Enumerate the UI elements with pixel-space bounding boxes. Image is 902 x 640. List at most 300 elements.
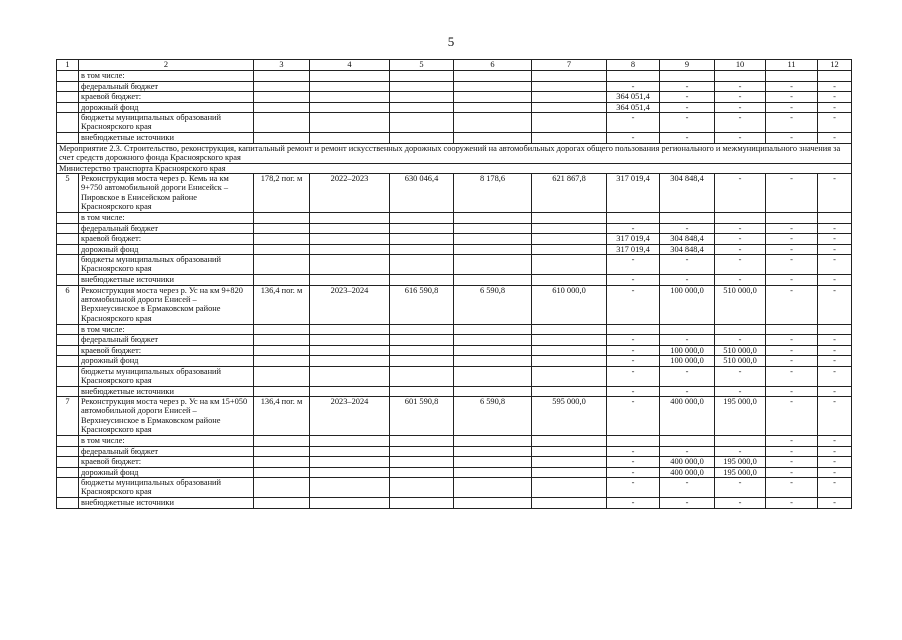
length-cell: [254, 113, 310, 133]
year-value-cell-11: -: [766, 255, 818, 275]
row-number-cell: [57, 345, 79, 356]
years-cell: [310, 478, 390, 498]
row-number-cell: [57, 498, 79, 509]
years-cell: [310, 457, 390, 468]
years-cell: [310, 324, 390, 335]
year-value-cell-10: -: [715, 498, 766, 509]
year-value-cell-8: [607, 436, 660, 447]
section-heading: Мероприятие 2.3. Строительство, реконструкция, капитальный ремонт и ремонт искусственных дорожных сооружений на автомобильных дорогах общего пользования регионального и межмуниципального значения за счет средств дорожного фонда Красноярского края: [57, 143, 852, 163]
year-value-cell-12: [818, 324, 852, 335]
length-cell: 178,2 пог. м: [254, 174, 310, 213]
years-cell: [310, 223, 390, 234]
year-value-cell-11: -: [766, 234, 818, 245]
spent-before-cell: [454, 275, 532, 286]
length-cell: 136,4 пог. м: [254, 285, 310, 324]
length-cell: [254, 81, 310, 92]
spent-before-cell: [454, 223, 532, 234]
section-heading-row: [57, 143, 852, 163]
year-value-cell-8: 317 019,4: [607, 174, 660, 213]
year-value-cell-9: -: [660, 223, 715, 234]
year-value-cell-10: 510 000,0: [715, 345, 766, 356]
year-value-cell-11: -: [766, 397, 818, 436]
spent-before-cell: [454, 255, 532, 275]
funding-source-row: [57, 244, 852, 255]
years-cell: 2023–2024: [310, 285, 390, 324]
years-cell: [310, 113, 390, 133]
funding-source-row: [57, 335, 852, 346]
total-cost-cell: [390, 71, 454, 82]
year-value-cell-9: -: [660, 275, 715, 286]
year-value-cell-12: -: [818, 366, 852, 386]
year-value-cell-9: 100 000,0: [660, 345, 715, 356]
col-header-3: 3: [254, 60, 310, 71]
total-cost-cell: [390, 436, 454, 447]
spent-before-cell: [454, 244, 532, 255]
year-value-cell-12: -: [818, 345, 852, 356]
spent-before-cell: [454, 113, 532, 133]
years-cell: [310, 133, 390, 144]
years-cell: [310, 386, 390, 397]
year-value-cell-10: 510 000,0: [715, 285, 766, 324]
row-number-cell: [57, 478, 79, 498]
year-value-cell-12: -: [818, 446, 852, 457]
length-cell: [254, 213, 310, 224]
year-value-cell-9: 100 000,0: [660, 356, 715, 367]
total-cost-cell: [390, 324, 454, 335]
row-number-cell: 5: [57, 174, 79, 213]
year-value-cell-8: -: [607, 386, 660, 397]
total-cost-cell: [390, 92, 454, 103]
funding-source-label: федеральный бюджет: [79, 223, 254, 234]
total-cost-cell: [390, 133, 454, 144]
year-value-cell-11: -: [766, 244, 818, 255]
length-cell: [254, 498, 310, 509]
year-value-cell-10: [715, 213, 766, 224]
years-cell: [310, 81, 390, 92]
funding-source-label: внебюджетные источники: [79, 386, 254, 397]
section-heading: Министерство транспорта Красноярского края: [57, 163, 852, 174]
year-value-cell-9: [660, 324, 715, 335]
year-value-cell-10: -: [715, 366, 766, 386]
year-value-cell-8: -: [607, 133, 660, 144]
total-cost-cell: [390, 386, 454, 397]
row-number-cell: 7: [57, 397, 79, 436]
col-header-2: 2: [79, 60, 254, 71]
year-value-cell-10: 195 000,0: [715, 397, 766, 436]
project-name-cell: Реконструкция моста через р. Кемь на км 9+750 автомобильной дороги Енисейск – Пировское в Енисейском районе Красноярского края: [79, 174, 254, 213]
year-value-cell-9: -: [660, 113, 715, 133]
total-cost-cell: [390, 467, 454, 478]
funding-source-label: внебюджетные источники: [79, 133, 254, 144]
col-header-4: 4: [310, 60, 390, 71]
funding-source-label: внебюджетные источники: [79, 498, 254, 509]
spent-before-cell: [454, 436, 532, 447]
year-value-cell-8: -: [607, 113, 660, 133]
year-value-cell-11: -: [766, 366, 818, 386]
year-value-cell-11: -: [766, 436, 818, 447]
year-value-cell-9: -: [660, 102, 715, 113]
funding-source-row: [57, 446, 852, 457]
year-value-cell-12: -: [818, 478, 852, 498]
year-value-cell-10: 510 000,0: [715, 356, 766, 367]
total-cost-cell: [390, 223, 454, 234]
length-cell: [254, 133, 310, 144]
row-number-cell: [57, 467, 79, 478]
year-value-cell-8: 364 051,4: [607, 92, 660, 103]
year-value-cell-12: -: [818, 436, 852, 447]
col-header-1: 1: [57, 60, 79, 71]
year-value-cell-10: -: [715, 478, 766, 498]
years-cell: [310, 275, 390, 286]
year-value-cell-10: [715, 436, 766, 447]
year-value-cell-12: -: [818, 397, 852, 436]
remaining-cost-cell: [532, 498, 607, 509]
total-cost-cell: [390, 335, 454, 346]
row-number-cell: [57, 335, 79, 346]
remaining-cost-cell: [532, 213, 607, 224]
year-value-cell-11: -: [766, 446, 818, 457]
remaining-cost-cell: 595 000,0: [532, 397, 607, 436]
funding-source-row: [57, 102, 852, 113]
year-value-cell-10: -: [715, 234, 766, 245]
length-cell: [254, 478, 310, 498]
year-value-cell-10: -: [715, 275, 766, 286]
total-cost-cell: [390, 478, 454, 498]
funding-source-label: в том числе:: [79, 324, 254, 335]
years-cell: [310, 436, 390, 447]
remaining-cost-cell: [532, 386, 607, 397]
funding-source-row: [57, 255, 852, 275]
years-cell: 2022–2023: [310, 174, 390, 213]
funding-source-row: [57, 366, 852, 386]
page-number: 5: [447, 34, 455, 49]
funding-source-label: федеральный бюджет: [79, 446, 254, 457]
years-cell: [310, 102, 390, 113]
year-value-cell-9: -: [660, 133, 715, 144]
year-value-cell-11: -: [766, 478, 818, 498]
year-value-cell-12: -: [818, 133, 852, 144]
length-cell: [254, 275, 310, 286]
length-cell: [254, 255, 310, 275]
remaining-cost-cell: [532, 234, 607, 245]
year-value-cell-12: -: [818, 356, 852, 367]
year-value-cell-10: -: [715, 244, 766, 255]
col-header-11: 11: [766, 60, 818, 71]
funding-source-row: [57, 213, 852, 224]
funding-source-label: федеральный бюджет: [79, 81, 254, 92]
year-value-cell-11: -: [766, 498, 818, 509]
year-value-cell-12: [818, 213, 852, 224]
year-value-cell-11: -: [766, 345, 818, 356]
year-value-cell-9: 400 000,0: [660, 457, 715, 468]
year-value-cell-8: [607, 213, 660, 224]
funding-source-row: [57, 223, 852, 234]
total-cost-cell: [390, 275, 454, 286]
year-value-cell-8: [607, 71, 660, 82]
year-value-cell-11: -: [766, 285, 818, 324]
year-value-cell-9: -: [660, 255, 715, 275]
funding-source-row: [57, 81, 852, 92]
row-number-cell: 6: [57, 285, 79, 324]
total-cost-cell: [390, 345, 454, 356]
funding-source-label: краевой бюджет:: [79, 345, 254, 356]
remaining-cost-cell: [532, 92, 607, 103]
year-value-cell-12: -: [818, 102, 852, 113]
year-value-cell-11: [766, 71, 818, 82]
year-value-cell-8: -: [607, 335, 660, 346]
length-cell: [254, 436, 310, 447]
years-cell: [310, 213, 390, 224]
remaining-cost-cell: 621 867,8: [532, 174, 607, 213]
length-cell: [254, 102, 310, 113]
year-value-cell-11: -: [766, 457, 818, 468]
row-number-cell: [57, 102, 79, 113]
row-number-cell: [57, 324, 79, 335]
row-number-cell: [57, 356, 79, 367]
remaining-cost-cell: [532, 324, 607, 335]
year-value-cell-12: -: [818, 498, 852, 509]
spent-before-cell: [454, 213, 532, 224]
funding-source-label: дорожный фонд: [79, 356, 254, 367]
remaining-cost-cell: [532, 275, 607, 286]
years-cell: [310, 335, 390, 346]
spent-before-cell: [454, 324, 532, 335]
year-value-cell-9: -: [660, 478, 715, 498]
year-value-cell-9: 304 848,4: [660, 174, 715, 213]
year-value-cell-8: -: [607, 498, 660, 509]
section-heading-row: [57, 163, 852, 174]
row-number-cell: [57, 436, 79, 447]
row-number-cell: [57, 255, 79, 275]
years-cell: [310, 92, 390, 103]
length-cell: 136,4 пог. м: [254, 397, 310, 436]
years-cell: [310, 234, 390, 245]
row-number-cell: [57, 457, 79, 468]
year-value-cell-11: -: [766, 467, 818, 478]
length-cell: [254, 335, 310, 346]
remaining-cost-cell: [532, 255, 607, 275]
year-value-cell-11: [766, 213, 818, 224]
table-body: [57, 60, 852, 509]
year-value-cell-8: -: [607, 457, 660, 468]
row-number-cell: [57, 446, 79, 457]
spent-before-cell: [454, 234, 532, 245]
year-value-cell-10: -: [715, 81, 766, 92]
funding-source-row: [57, 386, 852, 397]
year-value-cell-10: -: [715, 174, 766, 213]
spent-before-cell: [454, 366, 532, 386]
year-value-cell-11: -: [766, 133, 818, 144]
year-value-cell-11: -: [766, 356, 818, 367]
remaining-cost-cell: [532, 457, 607, 468]
remaining-cost-cell: 610 000,0: [532, 285, 607, 324]
length-cell: [254, 345, 310, 356]
funding-source-row: [57, 345, 852, 356]
funding-source-label: краевой бюджет:: [79, 92, 254, 103]
year-value-cell-8: -: [607, 446, 660, 457]
year-value-cell-10: -: [715, 386, 766, 397]
year-value-cell-8: -: [607, 397, 660, 436]
year-value-cell-8: -: [607, 478, 660, 498]
row-number-cell: [57, 234, 79, 245]
year-value-cell-9: [660, 213, 715, 224]
year-value-cell-11: -: [766, 174, 818, 213]
funding-source-row: [57, 113, 852, 133]
year-value-cell-12: -: [818, 81, 852, 92]
remaining-cost-cell: [532, 244, 607, 255]
year-value-cell-9: [660, 436, 715, 447]
length-cell: [254, 234, 310, 245]
total-cost-cell: [390, 255, 454, 275]
year-value-cell-8: -: [607, 467, 660, 478]
remaining-cost-cell: [532, 223, 607, 234]
year-value-cell-12: -: [818, 467, 852, 478]
spent-before-cell: [454, 446, 532, 457]
funding-source-row: [57, 133, 852, 144]
row-number-cell: [57, 386, 79, 397]
funding-source-row: [57, 478, 852, 498]
year-value-cell-10: 195 000,0: [715, 457, 766, 468]
year-value-cell-9: -: [660, 81, 715, 92]
funding-source-label: федеральный бюджет: [79, 335, 254, 346]
year-value-cell-12: -: [818, 275, 852, 286]
row-number-cell: [57, 275, 79, 286]
years-cell: [310, 467, 390, 478]
funding-source-row: [57, 71, 852, 82]
year-value-cell-9: -: [660, 498, 715, 509]
remaining-cost-cell: [532, 366, 607, 386]
funding-source-row: [57, 275, 852, 286]
remaining-cost-cell: [532, 467, 607, 478]
funding-source-label: краевой бюджет:: [79, 457, 254, 468]
year-value-cell-11: [766, 324, 818, 335]
years-cell: [310, 498, 390, 509]
funding-source-label: бюджеты муниципальных образований Красноярского края: [79, 478, 254, 498]
col-header-6: 6: [454, 60, 532, 71]
year-value-cell-8: -: [607, 345, 660, 356]
row-number-cell: [57, 366, 79, 386]
remaining-cost-cell: [532, 436, 607, 447]
length-cell: [254, 356, 310, 367]
year-value-cell-9: 304 848,4: [660, 234, 715, 245]
funding-source-label: внебюджетные источники: [79, 275, 254, 286]
spent-before-cell: [454, 386, 532, 397]
total-cost-cell: [390, 457, 454, 468]
funding-source-row: [57, 234, 852, 245]
spent-before-cell: [454, 92, 532, 103]
row-number-cell: [57, 81, 79, 92]
remaining-cost-cell: [532, 345, 607, 356]
funding-source-label: бюджеты муниципальных образований Красноярского края: [79, 366, 254, 386]
years-cell: [310, 71, 390, 82]
spent-before-cell: [454, 345, 532, 356]
remaining-cost-cell: [532, 478, 607, 498]
year-value-cell-10: -: [715, 223, 766, 234]
year-value-cell-9: 100 000,0: [660, 285, 715, 324]
year-value-cell-12: -: [818, 174, 852, 213]
year-value-cell-12: -: [818, 234, 852, 245]
total-cost-cell: 601 590,8: [390, 397, 454, 436]
remaining-cost-cell: [532, 102, 607, 113]
year-value-cell-11: -: [766, 81, 818, 92]
total-cost-cell: [390, 446, 454, 457]
years-cell: 2023–2024: [310, 397, 390, 436]
year-value-cell-9: -: [660, 335, 715, 346]
row-number-cell: [57, 113, 79, 133]
year-value-cell-12: -: [818, 113, 852, 133]
length-cell: [254, 446, 310, 457]
spent-before-cell: [454, 356, 532, 367]
year-value-cell-11: -: [766, 223, 818, 234]
funding-source-row: [57, 356, 852, 367]
total-cost-cell: [390, 81, 454, 92]
remaining-cost-cell: [532, 356, 607, 367]
row-number-cell: [57, 244, 79, 255]
total-cost-cell: [390, 234, 454, 245]
spent-before-cell: [454, 133, 532, 144]
length-cell: [254, 386, 310, 397]
funding-source-label: бюджеты муниципальных образований Красноярского края: [79, 255, 254, 275]
year-value-cell-12: -: [818, 92, 852, 103]
year-value-cell-10: -: [715, 92, 766, 103]
years-cell: [310, 366, 390, 386]
year-value-cell-11: -: [766, 102, 818, 113]
year-value-cell-9: -: [660, 386, 715, 397]
funding-source-label: дорожный фонд: [79, 244, 254, 255]
years-cell: [310, 446, 390, 457]
year-value-cell-8: -: [607, 275, 660, 286]
year-value-cell-11: -: [766, 113, 818, 133]
spent-before-cell: [454, 478, 532, 498]
year-value-cell-9: 400 000,0: [660, 397, 715, 436]
length-cell: [254, 467, 310, 478]
year-value-cell-8: [607, 324, 660, 335]
col-header-12: 12: [818, 60, 852, 71]
col-header-5: 5: [390, 60, 454, 71]
years-cell: [310, 356, 390, 367]
spent-before-cell: [454, 498, 532, 509]
funding-source-row: [57, 92, 852, 103]
year-value-cell-10: -: [715, 133, 766, 144]
year-value-cell-8: 317 019,4: [607, 234, 660, 245]
funding-source-label: в том числе:: [79, 71, 254, 82]
year-value-cell-8: -: [607, 255, 660, 275]
year-value-cell-8: -: [607, 366, 660, 386]
spent-before-cell: 6 590,8: [454, 397, 532, 436]
length-cell: [254, 324, 310, 335]
spent-before-cell: [454, 467, 532, 478]
year-value-cell-12: -: [818, 223, 852, 234]
project-name-cell: Реконструкция моста через р. Ус на км 9+820 автомобильной дороги Енисей – Верхнеусинское в Ермаковском районе Красноярского края: [79, 285, 254, 324]
year-value-cell-12: -: [818, 386, 852, 397]
year-value-cell-9: 400 000,0: [660, 467, 715, 478]
budget-table: [56, 59, 852, 509]
year-value-cell-10: -: [715, 102, 766, 113]
year-value-cell-8: 317 019,4: [607, 244, 660, 255]
year-value-cell-11: -: [766, 92, 818, 103]
spent-before-cell: [454, 71, 532, 82]
funding-source-label: дорожный фонд: [79, 467, 254, 478]
year-value-cell-10: [715, 71, 766, 82]
total-cost-cell: [390, 213, 454, 224]
year-value-cell-8: -: [607, 81, 660, 92]
year-value-cell-9: [660, 71, 715, 82]
year-value-cell-12: -: [818, 255, 852, 275]
funding-source-row: [57, 436, 852, 447]
funding-source-row: [57, 324, 852, 335]
spent-before-cell: 6 590,8: [454, 285, 532, 324]
spent-before-cell: [454, 335, 532, 346]
